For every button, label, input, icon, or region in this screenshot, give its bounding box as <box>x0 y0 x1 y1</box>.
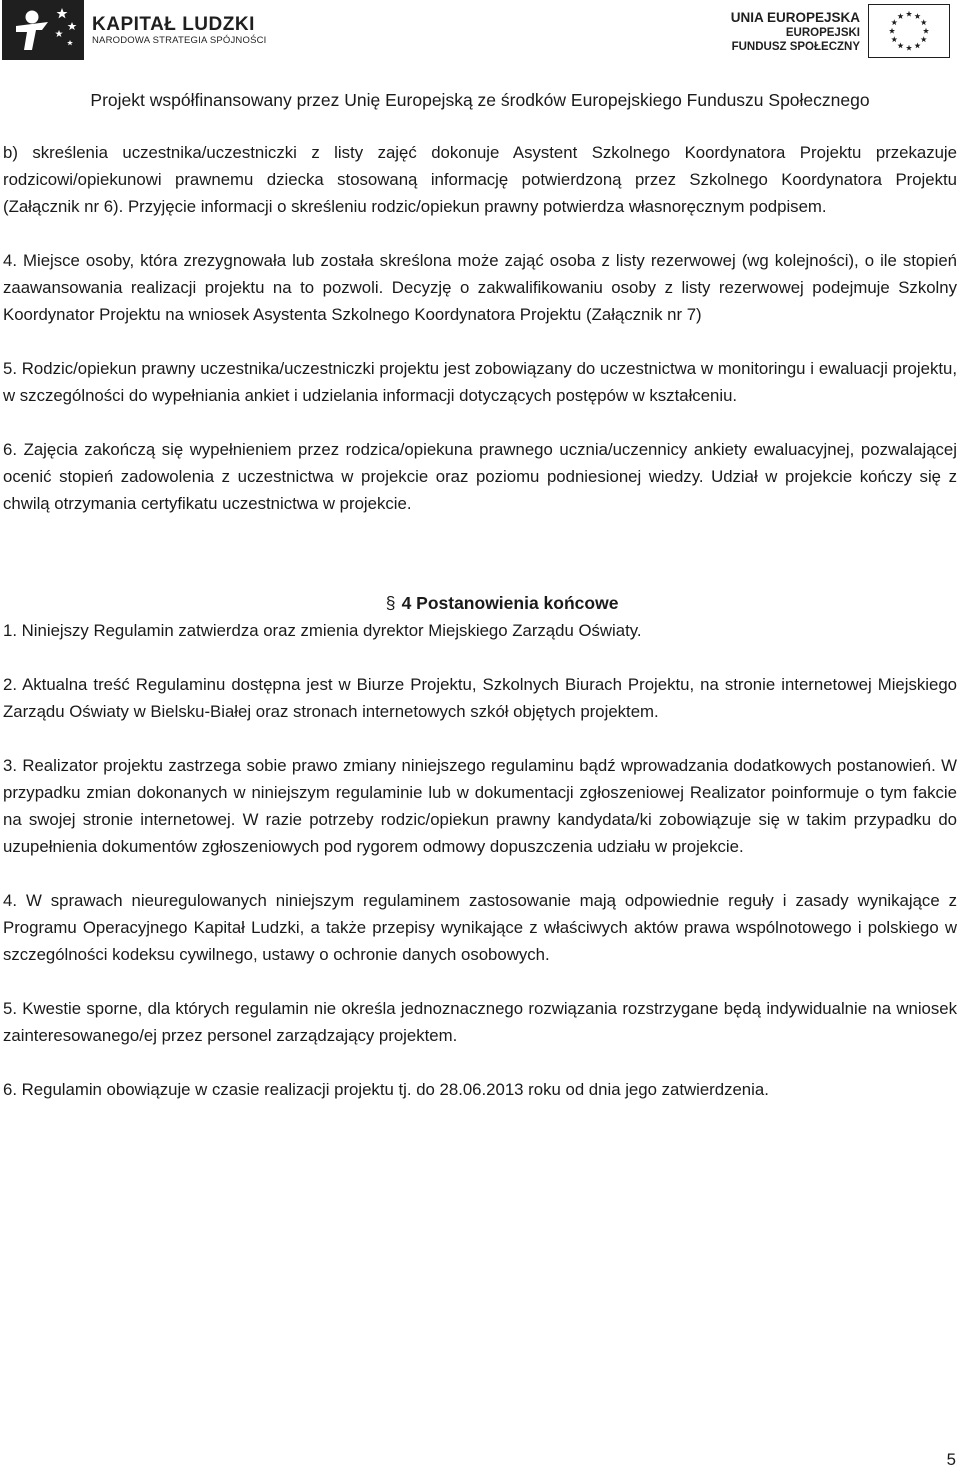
section-sign-icon: § <box>385 593 396 613</box>
paragraph-gap <box>3 968 957 995</box>
section-heading-row <box>3 590 957 617</box>
section-heading <box>342 590 619 617</box>
kapital-ludzki-logo-icon <box>2 0 84 60</box>
eu-logo-title: UNIA EUROPEJSKA <box>730 10 860 25</box>
section-heading-text: 4 Postanowienia końcowe <box>401 593 619 613</box>
paragraph-5: 5. Rodzic/opiekun prawny uczestnika/uczestniczki projektu jest zobowiązany do uczestnictwa w monitoringu i ewaluacji projektu, w szczególności do wypełniania ankiet i udzielania informacji dotyczących postępów w kształceniu. <box>3 359 957 405</box>
eu-logo-line3: FUNDUSZ SPOŁECZNY <box>731 41 860 53</box>
paragraph-gap <box>3 409 957 436</box>
page-number: 5 <box>946 1450 956 1469</box>
final-provision-1: 1. Niniejszy Regulamin zatwierdza oraz zmienia dyrektor Miejskiego Zarządu Oświaty. <box>3 621 642 640</box>
paragraph-gap <box>3 860 957 887</box>
kapital-ludzki-logo <box>2 0 267 60</box>
document-body <box>3 139 957 1103</box>
eu-logo-text <box>731 10 860 54</box>
paragraph-gap <box>3 725 957 752</box>
kapital-ludzki-title: KAPITAŁ LUDZKI <box>92 13 255 35</box>
paragraph-b: b) skreślenia uczestnika/uczestniczki z listy zajęć dokonuje Asystent Szkolnego Koordynatora Projektu przekazuje rodzicowi/opiekunowi prawnemu dziecka stosowaną informację potwierdzoną przez Szkolnego Koordynatora Projektu (Załącznik nr 6). Przyjęcie informacji o skreśleniu rodzic/opiekun prawny potwierdza własnoręcznym podpisem. <box>3 143 957 216</box>
final-provision-4: 4. W sprawach nieuregulowanych niniejszym regulaminem zastosowanie mają odpowiednie reguły i zasady wynikające z Programu Operacyjnego Kapitał Ludzki, a także przepisy wynikające z właściwych aktów prawa wspólnotowego i polskiego w szczególności kodeksu cywilnego, ustawy o ochronie danych osobowych. <box>3 891 957 964</box>
kapital-ludzki-subtitle: NARODOWA STRATEGIA SPÓJNOŚCI <box>92 34 267 46</box>
final-provision-5: 5. Kwestie sporne, dla których regulamin nie określa jednoznacznego rozwiązania rozstrzygane będą indywidualnie na wniosek zainteresowanego/ej przez personel zarządzający projektem. <box>3 999 957 1045</box>
paragraph-4: 4. Miejsce osoby, która zrezygnowała lub została skreślona może zająć osoba z listy rezerwowej (wg kolejności), o ile stopień zaawansowania realizacji projektu na to pozwoli. Decyzję o zakwalifikowaniu osoby z listy rezerwowej podejmuje Szkolny Koordynator Projektu na wniosek Asystenta Szkolnego Koordynatora Projektu (Załącznik nr 7) <box>3 251 957 324</box>
eu-flag-icon <box>868 4 950 58</box>
final-provision-3: 3. Realizator projektu zastrzega sobie prawo zmiany niniejszego regulaminu bądź wprowadzania dodatkowych postanowień. W przypadku zmian dokonanych w niniejszym regulaminie lub w dokumentacji zgłoszeniowej Realizator poinformuje o tym fakcie na swojej stronie internetowej. W razie potrzeby rodzic/opiekun prawny kandydata/ki zobowiązuje się w takim przypadku do uzupełnienia dokumentów zgłoszeniowych pod rygorem odmowy dopuszczenia udziału w projekcie. <box>3 756 957 856</box>
final-provision-2: 2. Aktualna treść Regulaminu dostępna jest w Biurze Projektu, Szkolnych Biurach Projektu, na stronie internetowej Miejskiego Zarządu Oświaty w Bielsku-Białej oraz stronach internetowych szkół objętych projektem. <box>3 675 957 721</box>
cofinancing-statement: Projekt współfinansowany przez Unię Europejską ze środków Europejskiego Funduszu Społecznego <box>90 90 870 110</box>
paragraph-6: 6. Zajęcia zakończą się wypełnieniem przez rodzica/opiekuna prawnego ucznia/uczennicy ankiety ewaluacyjnej, pozwalającej ocenić stopień zadowolenia z uczestnictwa w projekcie oraz poziomu podniesionej wiedzy. Udział w projekcie kończy się z chwilą otrzymania certyfikatu uczestnictwa w projekcie. <box>3 440 957 513</box>
eu-logo <box>731 4 950 60</box>
paragraph-gap <box>3 328 957 355</box>
paragraph-gap <box>3 1049 957 1076</box>
final-provision-6: 6. Regulamin obowiązuje w czasie realizacji projektu tj. do 28.06.2013 roku od dnia jego zatwierdzenia. <box>3 1080 769 1099</box>
paragraph-gap <box>3 220 957 247</box>
kapital-ludzki-text <box>92 14 267 47</box>
eu-logo-line2: EUROPEJSKI <box>785 27 860 39</box>
paragraph-gap <box>3 644 957 671</box>
